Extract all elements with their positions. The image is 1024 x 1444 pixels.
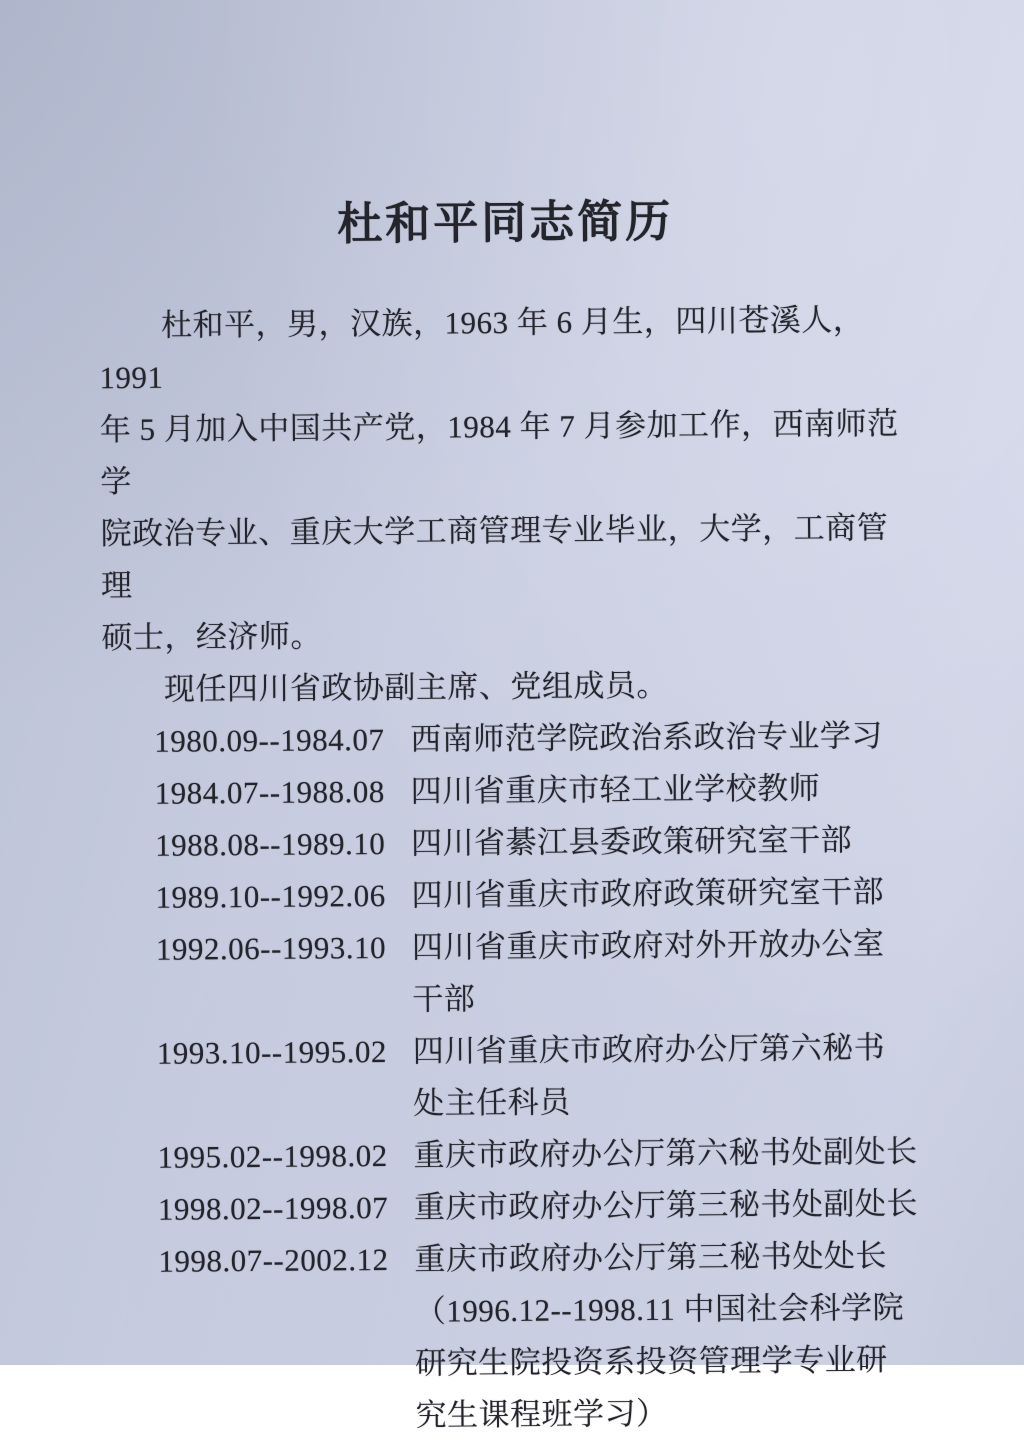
entry-role: 重庆市政府办公厅第三秘书处副处长: [413, 1185, 919, 1225]
entry-role: 西南师范学院政治系政治专业学习: [410, 718, 883, 757]
career-entry: [105, 1022, 920, 1132]
career-entry: [106, 1178, 920, 1236]
entry-role: 四川省重庆市政府对外开放办公室 干部: [411, 926, 885, 1017]
career-timeline: [102, 710, 922, 1444]
entry-period: 1989.10--1992.06: [155, 877, 386, 915]
career-entry: [103, 762, 917, 820]
intro-paragraph: 杜和平，男，汉族，1963 年 6 月生，四川苍溪人，1991 年 5 月加入中国共产党，1984 年 7 月参加工作，西南师范学 院政治专业、重庆大学工商管理专业毕业，大学，工商管理 硕士，经济师。: [99, 302, 899, 656]
current-position-line: 现任四川省政协副主席、党组成员。: [163, 667, 669, 707]
entry-period: 1995.02--1998.02: [157, 1137, 388, 1175]
resume-page: [98, 190, 922, 1444]
entry-role: 四川省重庆市轻工业学校教师: [410, 770, 821, 809]
career-entry: [105, 1126, 919, 1184]
entry-role: 重庆市政府办公厅第三秘书处处长 （1996.12--1998.11 中国社会科学院 研究生院投资系投资管理学专业研 究生课程班学习）: [414, 1238, 905, 1433]
career-entry: [103, 814, 917, 872]
entry-period: 1998.02--1998.07: [157, 1189, 389, 1227]
career-entry: [103, 866, 917, 924]
entry-period: 1988.08--1989.10: [154, 825, 386, 863]
career-entry: [104, 918, 919, 1028]
entry-role: 重庆市政府办公厅第六秘书处副处长: [413, 1133, 918, 1173]
entry-role: 四川省重庆市政府政策研究室干部: [411, 874, 885, 913]
entry-period: 1998.07--2002.12: [158, 1241, 389, 1279]
entry-period: 1992.06--1993.10: [155, 929, 387, 967]
page-title: 杜和平同志简历: [337, 196, 674, 250]
entry-period: 1984.07--1988.08: [154, 773, 385, 811]
career-entry: [106, 1230, 922, 1444]
entry-period: 1993.10--1995.02: [156, 1033, 388, 1071]
entry-period: 1980.09--1984.07: [154, 721, 385, 759]
career-entry: [102, 710, 916, 768]
entry-role: 四川省綦江县委政策研究室干部: [410, 822, 853, 861]
entry-role: 四川省重庆市政府办公厅第六秘书 处主任科员: [412, 1030, 886, 1121]
